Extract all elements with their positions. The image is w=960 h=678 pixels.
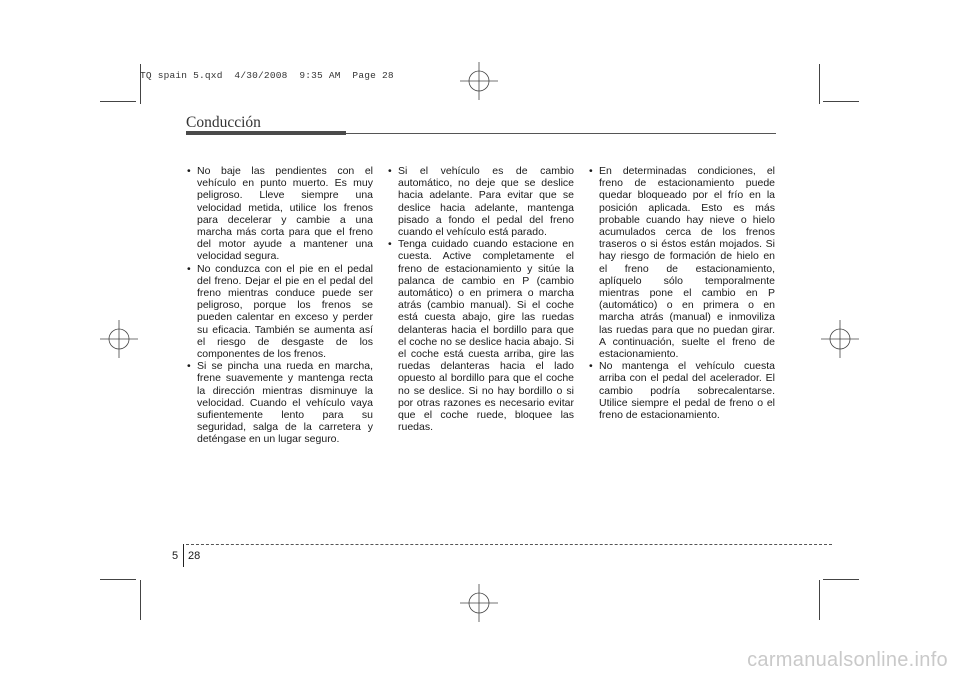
registration-mark-left (98, 318, 140, 360)
header-rule-bar (186, 131, 346, 135)
page-number: 28 (188, 550, 201, 562)
crop-mark (140, 580, 141, 620)
footer-dashed-rule (186, 544, 832, 545)
text-column-1 (186, 165, 373, 446)
crop-mark (819, 64, 820, 104)
header-rule-line (346, 133, 776, 134)
section-title: Conducción (186, 114, 261, 131)
bullet-item: • En determinadas condiciones, el freno de estacionamiento puede quedar bloqueado por el frío en la posición aplicada. Esto es más probable cuando hay nieve o hielo acumulados cerca de los frenos traseros o si éstos están mojados. Si hay riesgo de formación de hielo en el freno de estacionamiento, aplíquelo sólo temporalmente mientras pone el cambio en P (automático) o en primera o en marcha atrás (manual) e inmoviliza las ruedas para que no puedan girar. A continuación, suelte el freno de estacionamiento. (588, 165, 775, 360)
text-column-3 (588, 165, 775, 421)
watermark: carmanualsonline.info (747, 649, 948, 671)
crop-mark (100, 101, 136, 102)
registration-mark-bottom (458, 582, 500, 624)
bullet-item: • No mantenga el vehículo cuesta arriba con el pedal del acelerador. El cambio podría sobrecalentarse. Utilice siempre el pedal de freno o el freno de estacionamiento. (588, 360, 775, 421)
text-column-2 (387, 165, 574, 433)
bullet-item: • No baje las pendientes con el vehículo en punto muerto. Es muy peligroso. Lleve siempre una velocidad metida, utilice los frenos para decelerar y cambie a una marcha más corta para que el freno del motor ayude a mantener una velocidad segura. (186, 165, 373, 263)
crop-mark (100, 579, 136, 580)
crop-mark (823, 101, 859, 102)
crop-mark (819, 580, 820, 620)
footer-divider (183, 544, 184, 567)
registration-mark-top (458, 60, 500, 102)
bullet-item: • Si se pincha una rueda en marcha, frene suavemente y mantenga recta la dirección mientras disminuye la velocidad. Cuando el vehículo vaya sufientemente lento para su seguridad, salga de la carretera y deténgase en un lugar seguro. (186, 360, 373, 445)
registration-mark-right (819, 318, 861, 360)
bullet-item: • Si el vehículo es de cambio automático, no deje que se deslice hacia adelante. Para evitar que se deslice hacia adelante, mantenga pisado a fondo el pedal del freno cuando el vehículo está parado. (387, 165, 574, 238)
bullet-item: • Tenga cuidado cuando estacione en cuesta. Active completamente el freno de estacionamiento y sitúe la palanca de cambio en P (cambio automático) o en primera o marcha atrás (cambio manual). Si el coche está cuesta abajo, gire las ruedas delanteras hacia el bordillo para que el coche no se deslice hacia abajo. Si el coche está cuesta arriba, gire las ruedas delanteras hacia el lado opuesto al bordillo para que el coche no se deslice. Si no hay bordillo o si por otras razones es necesario evitar que el coche ruede, bloquee las ruedas. (387, 238, 574, 433)
chapter-number: 5 (172, 550, 179, 562)
crop-mark (823, 579, 859, 580)
bullet-item: • No conduzca con el pie en el pedal del freno. Dejar el pie en el pedal del freno mientras conduce puede ser peligroso, porque los frenos se pueden calentar en exceso y perder su eficacia. También se aumenta así el riesgo de desgaste de los componentes de los frenos. (186, 263, 373, 361)
print-slug: TQ spain 5.qxd 4/30/2008 9:35 AM Page 28 (140, 70, 394, 81)
